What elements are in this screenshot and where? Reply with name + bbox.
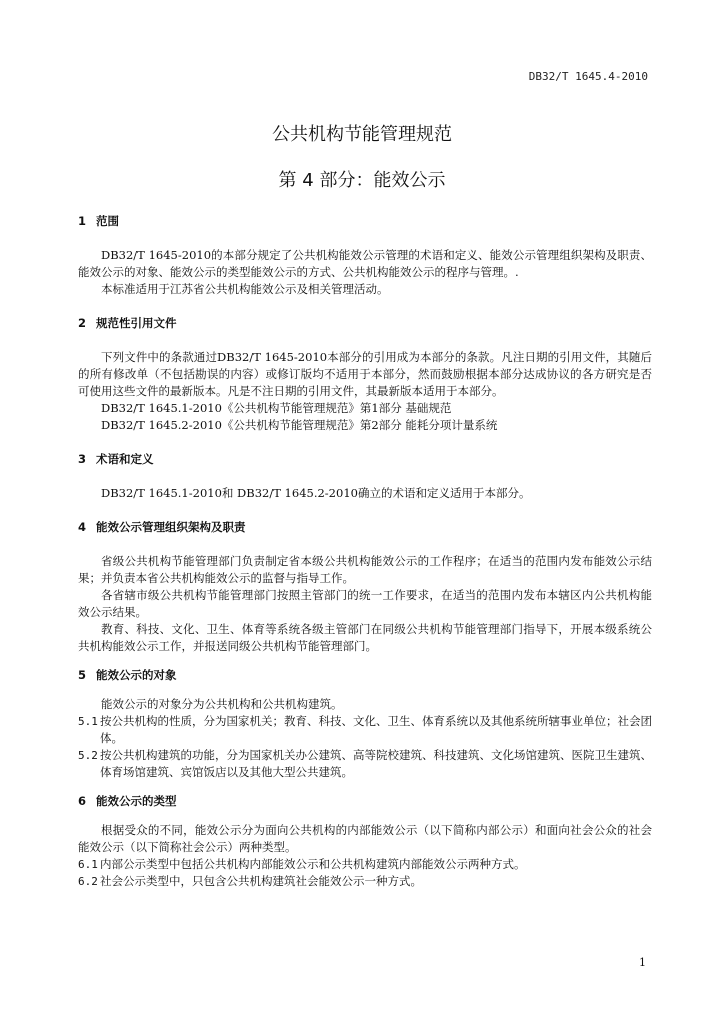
clause-item [78,856,652,873]
section-number: 6 [78,794,87,808]
reference-item: DB32/T 1645.1-2010《公共机构节能管理规范》第1部分 基础规范 [101,401,452,415]
paragraph: 根据受众的不同，能效公示分为面向公共机构的内部能效公示（以下简称内部公示）和面向社会公众的社会能效公示（以下简称社会公示）两种类型。 [78,823,652,854]
paragraph: 教育、科技、文化、卫生、体育等系统各级主管部门在同级公共机构节能管理部门指导下，开展本级系统公共机构能效公示工作，并报送同级公共机构节能管理部门。 [78,622,652,653]
section-title: 能效公示管理组织架构及职责 [96,520,246,534]
paragraph: 本标准适用于江苏省公共机构能效公示及相关管理活动。 [101,282,389,296]
page-number: 1 [639,956,646,969]
document-subtitle: 第 4 部分：能效公示 [278,170,446,191]
clause-item [78,713,652,747]
section-title: 能效公示的对象 [96,668,177,682]
paragraph: DB32/T 1645.1-2010和 DB32/T 1645.2-2010确立的术语和定义适用于本部分。 [101,486,531,500]
section-heading-4 [78,519,652,536]
section-number: 1 [78,214,87,228]
document-body [78,213,652,890]
standard-code: DB32/T 1645.4-2010 [528,70,648,83]
section-title: 术语和定义 [96,452,154,466]
section-number: 5 [78,668,87,682]
paragraph: 各省辖市级公共机构节能管理部门按照主管部门的统一工作要求，在适当的范围内发布本辖区内公共机构能效公示结果。 [78,588,652,619]
section-title: 能效公示的类型 [96,794,177,808]
section-heading-3 [78,451,652,468]
clause-item [78,747,652,781]
paragraph: 下列文件中的条款通过DB32/T 1645-2010本部分的引用成为本部分的条款。凡注日期的引用文件，其随后的所有修改单（不包括勘误的内容）或修订版均不适用于本部分，然而鼓励根据本部分达成协议的各方研究是否可使用这些文件的最新版本。凡是不注日期的引用文件，其最新版本适用于本部分。 [78,350,652,398]
clause-number: 6.1 [78,858,98,871]
clause-number: 5.2 [78,749,98,762]
section-heading-5 [78,667,652,684]
section-number: 4 [78,520,87,534]
section-title: 范围 [96,214,119,228]
paragraph: 能效公示的对象分为公共机构和公共机构建筑。 [101,697,343,711]
section-title: 规范性引用文件 [96,316,177,330]
section-number: 2 [78,316,87,330]
reference-item: DB32/T 1645.2-2010《公共机构节能管理规范》第2部分 能耗分项计量系统 [101,418,498,432]
section-heading-1 [78,213,652,230]
section-heading-6 [78,793,652,810]
section-number: 3 [78,452,87,466]
document-title: 公共机构节能管理规范 [272,124,452,145]
paragraph: DB32/T 1645-2010的本部分规定了公共机构能效公示管理的术语和定义、能效公示管理组织架构及职责、能效公示的对象、能效公示的类型能效公示的方式、公共机构能效公示的程序与管理。. [78,248,652,279]
clause-text: 内部公示类型中包括公共机构内部能效公示和公共机构建筑内部能效公示两种方式。 [100,857,526,871]
clause-text: 按公共机构的性质，分为国家机关；教育、科技、文化、卫生、体育系统以及其他系统所辖事业单位；社会团体。 [100,714,652,745]
clause-text: 社会公示类型中，只包含公共机构建筑社会能效公示一种方式。 [100,874,422,888]
clause-item [78,873,652,890]
paragraph: 省级公共机构节能管理部门负责制定省本级公共机构能效公示的工作程序；在适当的范围内发布能效公示结果；并负责本省公共机构能效公示的监督与指导工作。 [78,554,652,585]
clause-number: 5.1 [78,715,98,728]
section-heading-2 [78,315,652,332]
clause-number: 6.2 [78,875,98,888]
clause-text: 按公共机构建筑的功能，分为国家机关办公建筑、高等院校建筑、科技建筑、文化场馆建筑、医院卫生建筑、体育场馆建筑、宾馆饭店以及其他大型公共建筑。 [100,748,652,779]
